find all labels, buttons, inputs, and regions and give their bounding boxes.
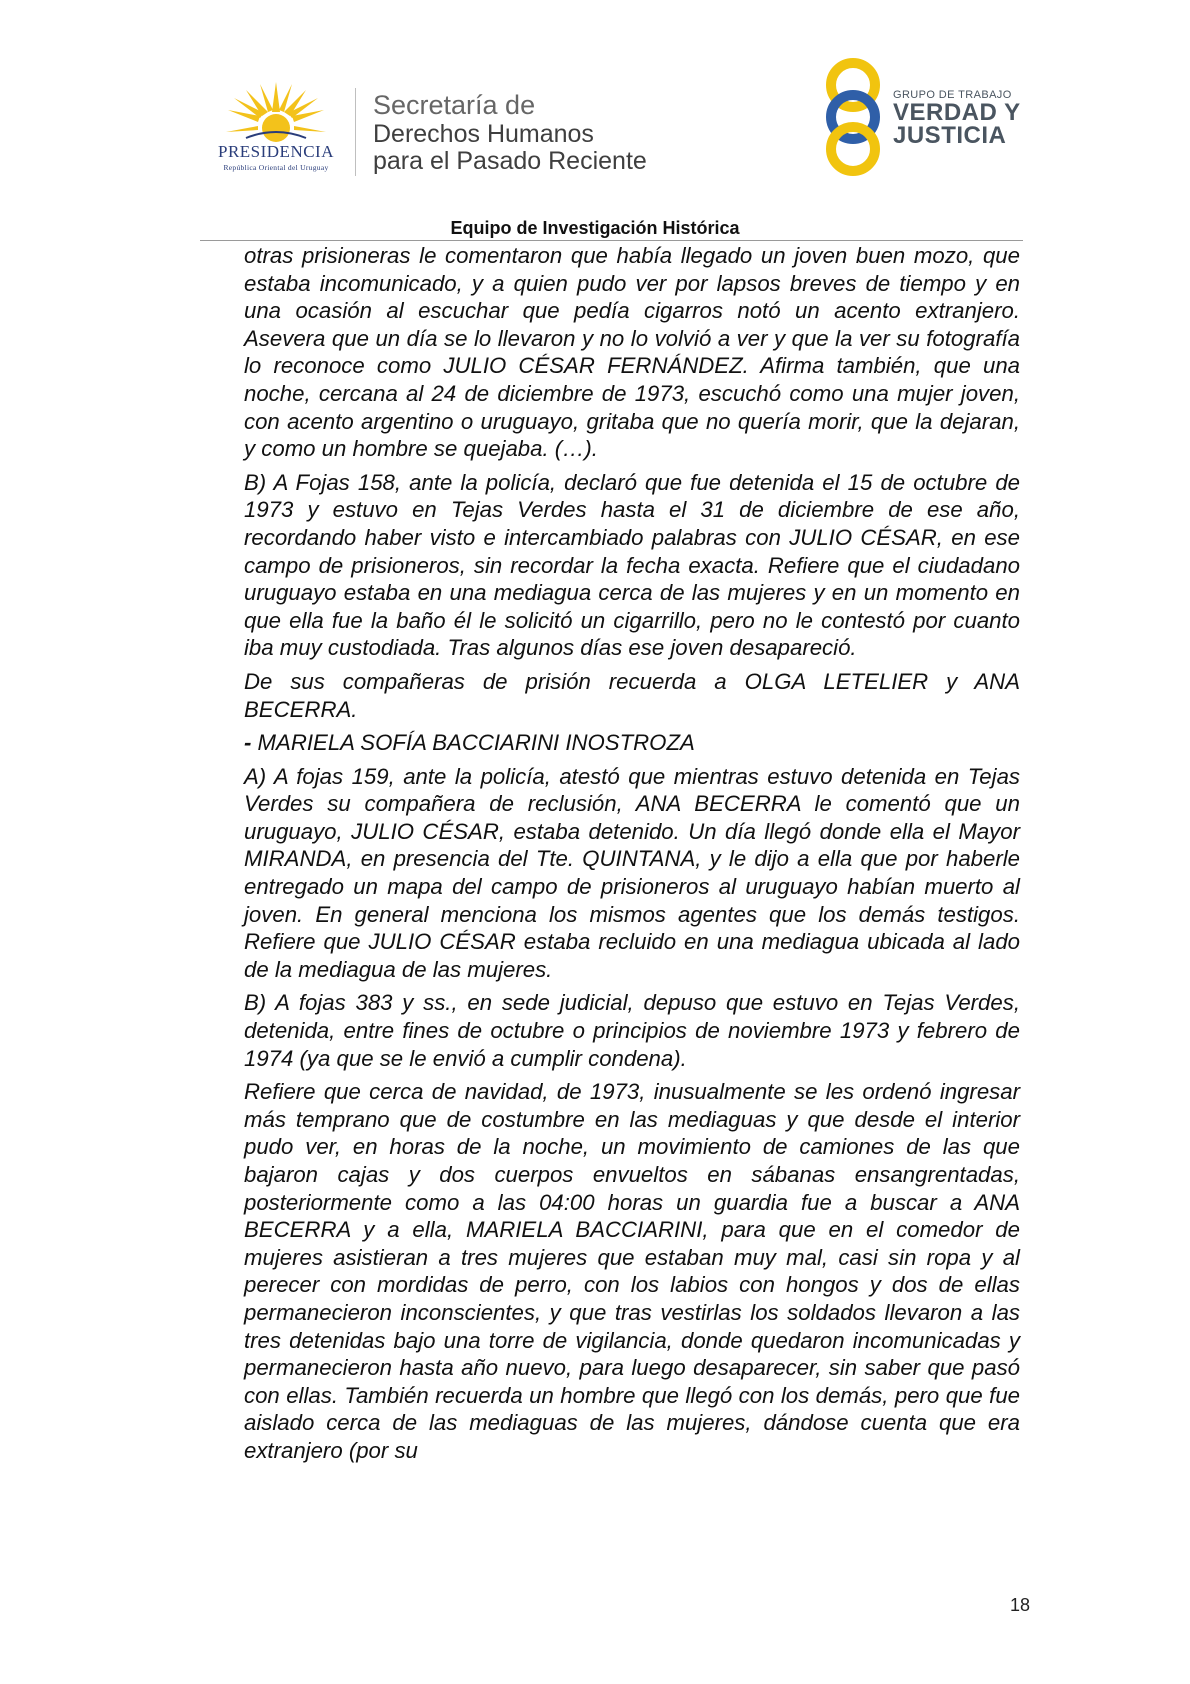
page-header (0, 0, 1190, 260)
logo-divider (355, 88, 356, 176)
verdad-label: VERDAD Y (893, 99, 1021, 126)
verdad-justicia-logo (815, 55, 1035, 180)
paragraph: Refiere que cerca de navidad, de 1973, inusualmente se les ordenó ingresar más temprano que de costumbre en las mediaguas y que desde el interior pudo ver, en horas de la noche, un movimiento de camiones de las que bajaron cajas y dos cuerpos envueltos en sábanas ensangrentadas, posteriormente como a las 04:00 horas un guardia fue a buscar a ANA BECERRA y a ella, MARIELA BACCIARINI, para que en el comedor de mujeres asistieran a tres mujeres que estaban muy mal, casi sin ropa y al perecer con mordidas de perro, con los labios con hongos y dos de ellas permanecieron inconscientes, y que tras vestirlas los soldados llevaron a las tres detenidas bajo una torre de vigilancia, donde quedaron incomunicadas y permanecieron hasta año nuevo, para luego desaparecer, sin saber que pasó con ellas. También recuerda un hombre que llegó con los demás, pero que fue aislado cerca de las mediaguas de las mujeres, dándose cuenta que era extranjero (por su (244, 1079, 1020, 1463)
presidencia-title: PRESIDENCIA (217, 142, 334, 161)
paragraph: A) A fojas 159, ante la policía, atestó que mientras estuvo detenida en Tejas Verdes su compañera de reclusión, ANA BECERRA le comentó que un uruguayo, JULIO CÉSAR, estaba detenido. Un día llegó donde ella el Mayor MIRANDA, en presencia del Tte. QUINTANA, y le dijo a ella que por haberle entregado un mapa del campo de prisioneros al uruguayo habían muerto al joven. En general menciona los mismos agentes que los demás testigos. Refiere que JULIO CÉSAR estaba recluido en una mediagua ubicada al lado de la mediagua de las mujeres. (244, 763, 1020, 982)
presidencia-subtitle: República Oriental del Uruguay (223, 163, 329, 172)
paragraph: otras prisioneras le comentaron que había llegado un joven buen mozo, que estaba incomunicado, y a quien pudo ver por lapsos breves de tiempo y en una ocasión al escuchar que pedía cigarros notó un acento extranjero. Asevera que un día se lo llevaron y no lo volvió a ver y que la ver su fotografía lo reconoce como JULIO CÉSAR FERNÁNDEZ. Afirma también, que una noche, cercana al 24 de diciembre de 1973, escuchó como una mujer joven, con acento argentino o uruguayo, gritaba que no quería morir, que la dejaran, y como un hombre se quejaba. (…). (244, 243, 1020, 462)
team-title: Equipo de Investigación Histórica (450, 218, 740, 238)
heading-dash: - (244, 730, 252, 756)
paragraph: De sus compañeras de prisión recuerda a OLGA LETELIER y ANA BECERRA. (244, 668, 1020, 722)
grupo-trabajo-label: GRUPO DE TRABAJO (893, 89, 1012, 101)
secretaria-line3: para el Pasado Reciente (373, 147, 647, 175)
secretaria-logo (373, 90, 647, 175)
rings-icon (815, 55, 895, 180)
secretaria-line2: Derechos Humanos (373, 120, 594, 148)
witness-name: MARIELA SOFÍA BACCIARINI INOSTROZA (251, 730, 695, 756)
witness-heading (244, 729, 1020, 757)
paragraph: B) A Fojas 158, ante la policía, declaró que fue detenida el 15 de octubre de 1973 y estuvo en Tejas Verdes hasta el 31 de diciembre de ese año, recordando haber visto e intercambiado palabras con JULIO CÉSAR, en ese campo de prisioneros, sin recordar la fecha exacta. Refiere que el ciudadano uruguayo estaba en una mediagua cerca de las mujeres y en un momento en que ella fue la baño él le solicitó un cigarrillo, pero no le contestó por cuanto iba muy custodiada. Tras algunos días ese joven desapareció. (244, 469, 1020, 661)
page-number: 18 (1009, 1595, 1030, 1615)
justicia-label: JUSTICIA (893, 122, 1007, 149)
document-body (244, 242, 1020, 1471)
presidencia-logo (196, 80, 356, 190)
presidencia-wordmark (196, 142, 356, 172)
sun-icon (226, 80, 326, 142)
secretaria-line1: Secretaría de (373, 90, 536, 120)
header-rule (200, 240, 1023, 241)
verdad-justicia-wordmark (893, 89, 1021, 147)
paragraph: B) A fojas 383 y ss., en sede judicial, depuso que estuvo en Tejas Verdes, detenida, entre fines de octubre o principios de noviembre 1973 y febrero de 1974 (ya que se le envió a cumplir condena). (244, 990, 1020, 1071)
